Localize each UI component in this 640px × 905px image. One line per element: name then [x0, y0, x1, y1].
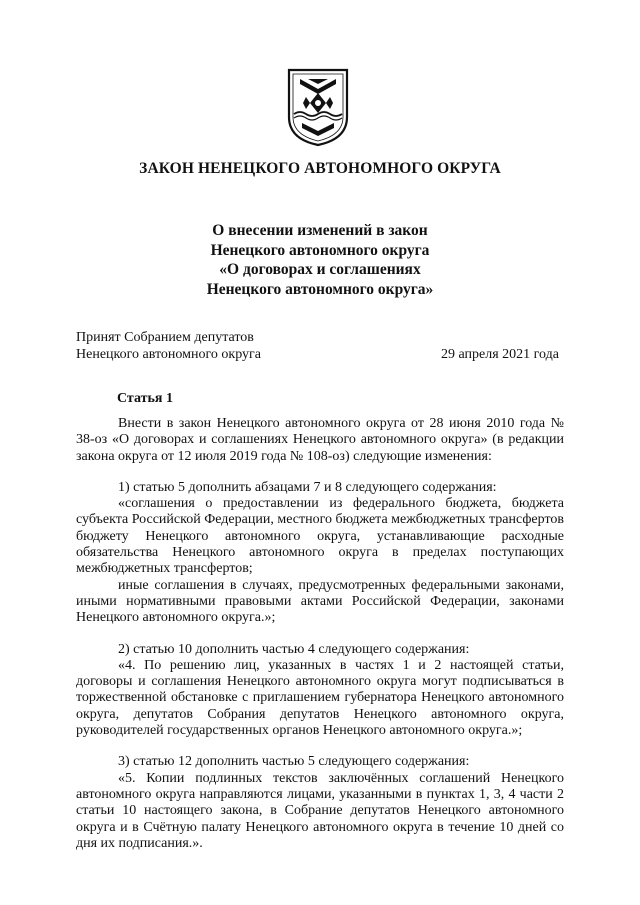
item-1-lead: 1) статью 5 дополнить абзацами 7 и 8 следующего содержания: — [118, 479, 497, 495]
item-2-paragraph: «4. По решению лиц, указанных в частях 1 и 2 настоящей статьи, договоры и соглашения Ненецкого автономного округа могут подписываться в торжественной обстановке с приглашением губернатора Ненецкого автономного округа, депутатов Собрания депутатов Ненецкого автономного округа, руководителей государственных органов Ненецкого автономного округа.»; — [76, 657, 564, 739]
adoption-statement — [76, 330, 261, 363]
coat-of-arms-emblem — [286, 67, 350, 147]
item-2-lead: 2) статью 10 дополнить частью 4 следующего содержания: — [118, 641, 470, 657]
law-title: ЗАКОН НЕНЕЦКОГО АВТОНОМНОГО ОКРУГА — [139, 160, 501, 177]
intro-paragraph: Внести в закон Ненецкого автономного округа от 28 июня 2010 года № 38-оз «О договорах и соглашениях Ненецкого автономного округа» (в редакции закона округа от 12 июля 2019 года № 108-оз) следующие изменения: — [76, 416, 564, 464]
adopted-line: Ненецкого автономного округа — [76, 346, 261, 362]
adopted-line: Принят Собранием депутатов — [76, 330, 254, 345]
item-3-lead: 3) статью 12 дополнить частью 5 следующего содержания: — [118, 754, 470, 770]
article-heading: Статья 1 — [117, 391, 173, 406]
law-subject — [0, 221, 640, 299]
item-3-paragraph: «5. Копии подлинных текстов заключённых соглашений Ненецкого автономного округа направляются лицами, указанными в пунктах 1, 3, 4 части 2 статьи 10 настоящего закона, в Собрание депутатов Ненецкого автономного округа и в Счётную палату Ненецкого автономного округа в течение 10 дней со дня их подписания.». — [76, 770, 564, 851]
article-body — [76, 416, 564, 852]
item-1-paragraph: иные соглашения в случаях, предусмотренных федеральными законами, иными нормативными правовыми актами Российской Федерации, законами Ненецкого автономного округа.»; — [76, 577, 564, 626]
subject-line: Ненецкого автономного округа» — [206, 280, 434, 298]
subject-line: Ненецкого автономного округа — [210, 241, 430, 259]
subject-line: О внесении изменений в закон — [212, 222, 428, 239]
subject-line: «О договорах и соглашениях — [219, 261, 421, 278]
item-1-paragraph: «соглашения о предоставлении из федерального бюджета, бюджета субъекта Российской Федерации, местного бюджета межбюджетных трансфертов бюджету Ненецкого автономного округа, устанавливающие расходные обязательства Ненецкого автономного округа в пределах поступающих межбюджетных трансфертов; — [76, 496, 564, 577]
adoption-date: 29 апреля 2021 года — [441, 347, 559, 362]
